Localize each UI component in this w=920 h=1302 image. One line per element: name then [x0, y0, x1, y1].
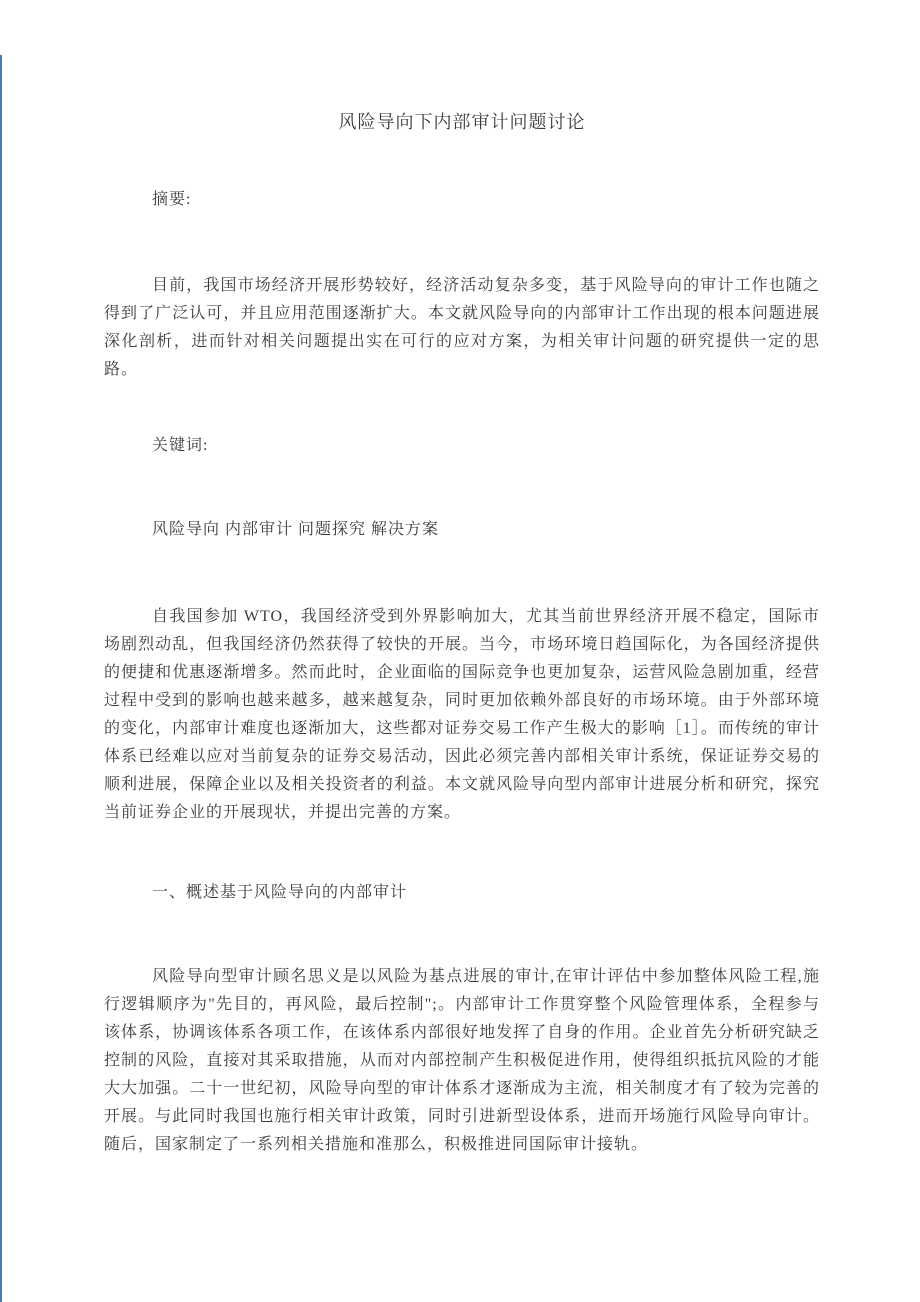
section1-paragraph: 风险导向型审计顾名思义是以风险为基点进展的审计,在审计评估中参加整体风险工程,施行逻辑顺序为"先目的，再风险，最后控制";。内部审计工作贯穿整个风险管理体系，全程参与该体系，协调该体系各项工作，在该体系内部很好地发挥了自身的作用。企业首先分析研究缺乏控制的风险，直接对其采取措施，从而对内部控制产生积极促进作用，使得组织抵抗风险的才能大大加强。二十一世纪初，风险导向型的审计体系才逐渐成为主流，相关制度才有了较为完善的开展。与此同时我国也施行相关审计政策，同时引进新型设体系，进而开场施行风险导向审计。随后，国家制定了一系列相关措施和准那么，积极推进同国际审计接轨。 — [104, 968, 820, 1153]
document-content — [104, 0, 820, 1159]
keywords-label: 关键词: — [152, 437, 209, 454]
abstract-paragraph: 目前，我国市场经济开展形势较好，经济活动复杂多变，基于风险导向的审计工作也随之得到了广泛认可，并且应用范围逐渐扩大。本文就风险导向的内部审计工作出现的根本问题进展深化剖析，进而针对相关问题提出实在可行的应对方案，为相关审计问题的研究提供一定的思路。 — [104, 277, 820, 378]
intro-paragraph: 自我国参加 WTO，我国经济受到外界影响加大，尤其当前世界经济开展不稳定，国际市场剧烈动乱，但我国经济仍然获得了较快的开展。当今，市场环境日趋国际化，为各国经济提供的便捷和优惠逐渐增多。然而此时，企业面临的国际竞争也更加复杂，运营风险急剧加重，经营过程中受到的影响也越来越多，越来越复杂，同时更加依赖外部良好的市场环境。由于外部环境的变化，内部审计难度也逐渐加大，这些都对证券交易工作产生极大的影响［1］。而传统的审计体系已经难以应对当前复杂的证券交易活动，因此必须完善内部相关审计系统，保证证券交易的顺利进展，保障企业以及相关投资者的利益。本文就风险导向型内部审计进展分析和研究，探究当前证券企业的开展现状，并提出完善的方案。 — [104, 608, 820, 821]
section1-heading: 一、概述基于风险导向的内部审计 — [152, 884, 408, 901]
keywords-line: 风险导向 内部审计 问题探究 解决方案 — [152, 521, 440, 538]
abstract-label: 摘要: — [152, 191, 192, 208]
left-edge-bar — [0, 55, 2, 1302]
doc-title: 风险导向下内部审计问题讨论 — [338, 112, 586, 132]
